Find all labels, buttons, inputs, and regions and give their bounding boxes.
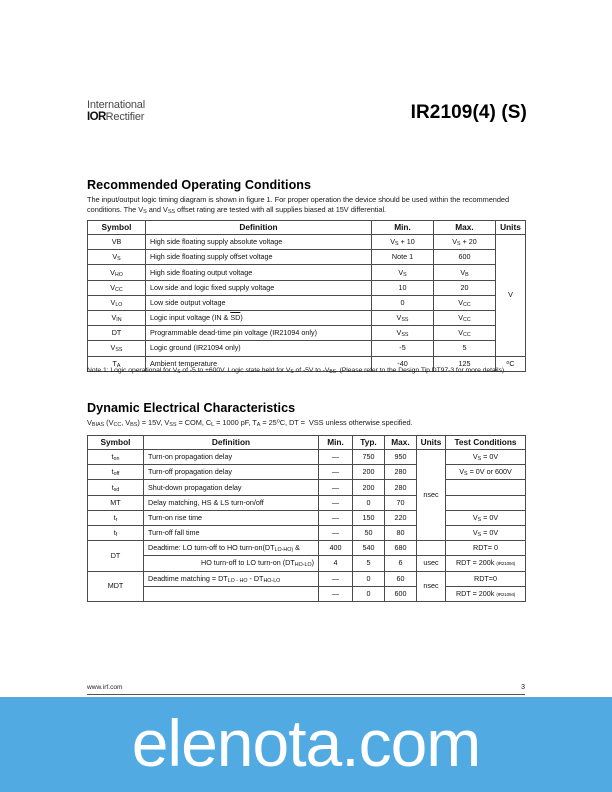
cell-max: 20: [434, 280, 496, 295]
cell-symbol: MDT: [88, 571, 144, 601]
section-title-recommended-operating-conditions: Recommended Operating Conditions: [87, 178, 312, 192]
cell-definition: High side floating supply offset voltage: [146, 250, 372, 265]
column-header-definition: Definition: [146, 221, 372, 235]
cell-definition: Turn-off fall time: [144, 525, 319, 540]
table-row: [88, 480, 526, 495]
cell-min: -5: [372, 341, 434, 356]
cell-min: $V_S$: [372, 265, 434, 280]
cell-definition: Deadtime matching = $DT_{LO - HO} - DT_{HO-LO}$: [144, 571, 319, 586]
cell-max: 280: [385, 465, 417, 480]
column-header-typ: Typ.: [353, 436, 385, 450]
column-header-max: Max.: [385, 436, 417, 450]
logo-word-rectifier: Rectifier: [105, 110, 145, 123]
watermark-text: elenota.com: [131, 705, 481, 780]
column-header-units: Units: [496, 221, 526, 235]
cell-test-conditions: RDT=0: [446, 571, 526, 586]
cell-test-conditions: [446, 495, 526, 510]
cell-symbol: $t_r$: [88, 510, 144, 525]
column-header-test-conditions: Test Conditions: [446, 436, 526, 450]
page-header: [0, 100, 612, 146]
international-rectifier-logo: [87, 100, 197, 123]
table-row: [88, 510, 526, 525]
table-row: [88, 280, 526, 295]
cell-min: -40: [372, 356, 434, 371]
cell-min: —: [319, 495, 353, 510]
table-row: [88, 556, 526, 571]
cell-definition: High side floating output voltage: [146, 265, 372, 280]
cell-min: 0: [372, 295, 434, 310]
cell-typ: 150: [353, 510, 385, 525]
cell-max: 5: [434, 341, 496, 356]
cell-test-conditions: [446, 586, 526, 601]
table-row: [88, 586, 526, 601]
footer-divider: [87, 694, 525, 695]
cell-test-conditions: $V_S = 0V$: [446, 510, 526, 525]
table-row: [88, 235, 526, 250]
cell-max: $V_{CC}$: [434, 326, 496, 341]
cell-max: $V_{CC}$: [434, 310, 496, 325]
test-condition-text: RDT = 200k: [455, 588, 495, 598]
dynamic-electrical-characteristics-section: [87, 401, 525, 428]
table-header-row: [88, 436, 526, 450]
cell-test-conditions: $V_S = 0V$ or 600V: [446, 465, 526, 480]
cell-test-conditions: $V_S = 0V$: [446, 525, 526, 540]
cell-max: 950: [385, 450, 417, 465]
cell-typ: 540: [353, 541, 385, 556]
cell-min: —: [319, 571, 353, 586]
cell-symbol: DT: [88, 326, 146, 341]
recommended-operating-conditions-table: [87, 220, 526, 372]
cell-symbol: $t_f$: [88, 525, 144, 540]
table-row: [88, 310, 526, 325]
cell-symbol: VB: [88, 235, 146, 250]
cell-typ: 0: [353, 571, 385, 586]
cell-max: 80: [385, 525, 417, 540]
cell-definition: Turn-on propagation delay: [144, 450, 319, 465]
section-subtitle-recommended-operating-conditions: The input/output logic timing diagram is shown in figure 1. For proper operation the device should be used within the recommended conditions. The $V_S$ and $V_{SS}$ offset rating are tested with all supplies biased at 15V differential.: [87, 195, 510, 215]
table-row: [88, 495, 526, 510]
cell-max: $V_S + 20$: [434, 235, 496, 250]
column-header-units: Units: [417, 436, 446, 450]
cell-typ: 5: [353, 556, 385, 571]
column-header-definition: Definition: [144, 436, 319, 450]
logo-text-rectifier: [87, 111, 197, 124]
cell-symbol: $t_{sd}$: [88, 480, 144, 495]
table-row: [88, 541, 526, 556]
cell-min: —: [319, 510, 353, 525]
cell-definition: Logic ground (IR21094 only): [146, 341, 372, 356]
table-row: [88, 571, 526, 586]
logo-mark-ior: IOR: [87, 110, 106, 123]
page-title: IR2109(4) (S): [410, 102, 527, 123]
table-row: [88, 265, 526, 280]
cell-definition: Ambient temperature: [146, 356, 372, 371]
column-header-min: Min.: [372, 221, 434, 235]
cell-min: 10: [372, 280, 434, 295]
cell-test-conditions: $V_S = 0V$: [446, 450, 526, 465]
cell-typ: 750: [353, 450, 385, 465]
cell-max: $V_{CC}$: [434, 295, 496, 310]
cell-max: $V_B$: [434, 265, 496, 280]
cell-test-conditions: RDT= 0: [446, 541, 526, 556]
cell-min: —: [319, 525, 353, 540]
cell-max: 680: [385, 541, 417, 556]
cell-symbol: $V_{IN}$: [88, 310, 146, 325]
cell-test-conditions: [446, 480, 526, 495]
cell-max: 125: [434, 356, 496, 371]
cell-symbol: $V_{CC}$: [88, 280, 146, 295]
table-header-row: [88, 221, 526, 235]
table-row: [88, 341, 526, 356]
cell-min: —: [319, 450, 353, 465]
cell-symbol: $V_{SS}$: [88, 341, 146, 356]
cell-typ: 0: [353, 495, 385, 510]
cell-min: $V_{SS}$: [372, 310, 434, 325]
section-title-dynamic-electrical-characteristics: Dynamic Electrical Characteristics: [87, 401, 296, 415]
cell-symbol: $T_A$: [88, 356, 146, 371]
cell-definition: Logic input voltage (IN & $\overline{SD}$): [146, 310, 372, 325]
cell-min: 4: [319, 556, 353, 571]
cell-units-nsec: nsec: [417, 571, 446, 601]
cell-typ: 200: [353, 465, 385, 480]
cell-units-volts: V: [496, 235, 526, 357]
footer-url[interactable]: www.irf.com: [87, 684, 123, 691]
section-subtitle-dynamic-electrical-characteristics: $V_{BIAS}$ ($V_{CC}$, $V_{BS}) = 15V$, $V_{SS}$ = COM, $C_L = 1000$ pF, $T_A = 25^oC$, DT = VSS unless otherwise specified.: [87, 418, 413, 429]
cell-max: 6: [385, 556, 417, 571]
cell-definition: Programmable dead-time pin voltage (IR21094 only): [146, 326, 372, 341]
cell-units-nsec: nsec: [417, 450, 446, 541]
cell-symbol: $t_{on}$: [88, 450, 144, 465]
cell-units-celsius: $^o$C: [496, 356, 526, 371]
cell-max: 280: [385, 480, 417, 495]
note-1: Note 1: Logic operational for $V_S$ of -5 to +600V. Logic state held for $V_S$ of -5V to $-V_{BS}$. (Please refer to the Design Tip DT97-3 for more details).: [87, 367, 506, 376]
table-row: [88, 295, 526, 310]
table-row: [88, 326, 526, 341]
logo-text-international: International: [87, 99, 145, 111]
cell-definition: Turn-off propagation delay: [144, 465, 319, 480]
cell-units-usec: usec: [417, 556, 446, 571]
dynamic-electrical-characteristics-table: [87, 435, 526, 602]
cell-min: $V_S + 10$: [372, 235, 434, 250]
test-condition-note: (IR21094): [496, 561, 516, 567]
cell-typ: 50: [353, 525, 385, 540]
column-header-symbol: Symbol: [88, 221, 146, 235]
table-row: [88, 525, 526, 540]
table-row: [88, 450, 526, 465]
cell-min: —: [319, 586, 353, 601]
recommended-operating-conditions-section: [87, 178, 525, 215]
cell-min: Note 1: [372, 250, 434, 265]
cell-definition: Turn-on rise time: [144, 510, 319, 525]
cell-symbol: $t_{off}$: [88, 465, 144, 480]
cell-min: —: [319, 480, 353, 495]
cell-definition: Low side and logic fixed supply voltage: [146, 280, 372, 295]
cell-definition: Low side output voltage: [146, 295, 372, 310]
cell-max: 60: [385, 571, 417, 586]
cell-max: 220: [385, 510, 417, 525]
watermark-banner: [0, 697, 612, 792]
cell-definition: High side floating supply absolute voltage: [146, 235, 372, 250]
test-condition-note: (IR21094): [496, 591, 516, 597]
test-condition-text: RDT = 200k: [455, 558, 495, 568]
table-row: [88, 250, 526, 265]
cell-symbol: DT: [88, 541, 144, 571]
cell-min: 400: [319, 541, 353, 556]
cell-typ: 200: [353, 480, 385, 495]
cell-max: 600: [385, 586, 417, 601]
cell-definition: HO turn-off to LO turn-on $(DT_{HO-LO})$: [144, 556, 319, 571]
cell-max: 70: [385, 495, 417, 510]
cell-symbol: $V_S$: [88, 250, 146, 265]
column-header-min: Min.: [319, 436, 353, 450]
cell-definition: Delay matching, HS & LS turn-on/off: [144, 495, 319, 510]
cell-min: —: [319, 465, 353, 480]
table-row: [88, 465, 526, 480]
footer-page-number: 3: [521, 684, 525, 691]
column-header-symbol: Symbol: [88, 436, 144, 450]
cell-symbol: MT: [88, 495, 144, 510]
cell-symbol: $V_{LO}$: [88, 295, 146, 310]
cell-typ: 0: [353, 586, 385, 601]
cell-max: 600: [434, 250, 496, 265]
cell-definition: Deadtime: LO turn-off to HO turn-$on(DT_{LO-HO)}$ &: [144, 541, 319, 556]
cell-definition: Shut-down propagation delay: [144, 480, 319, 495]
cell-min: $V_{SS}$: [372, 326, 434, 341]
cell-symbol: $V_{HO}$: [88, 265, 146, 280]
cell-units-empty: [417, 541, 446, 556]
column-header-max: Max.: [434, 221, 496, 235]
cell-test-conditions: [446, 556, 526, 571]
cell-definition: [144, 586, 319, 601]
